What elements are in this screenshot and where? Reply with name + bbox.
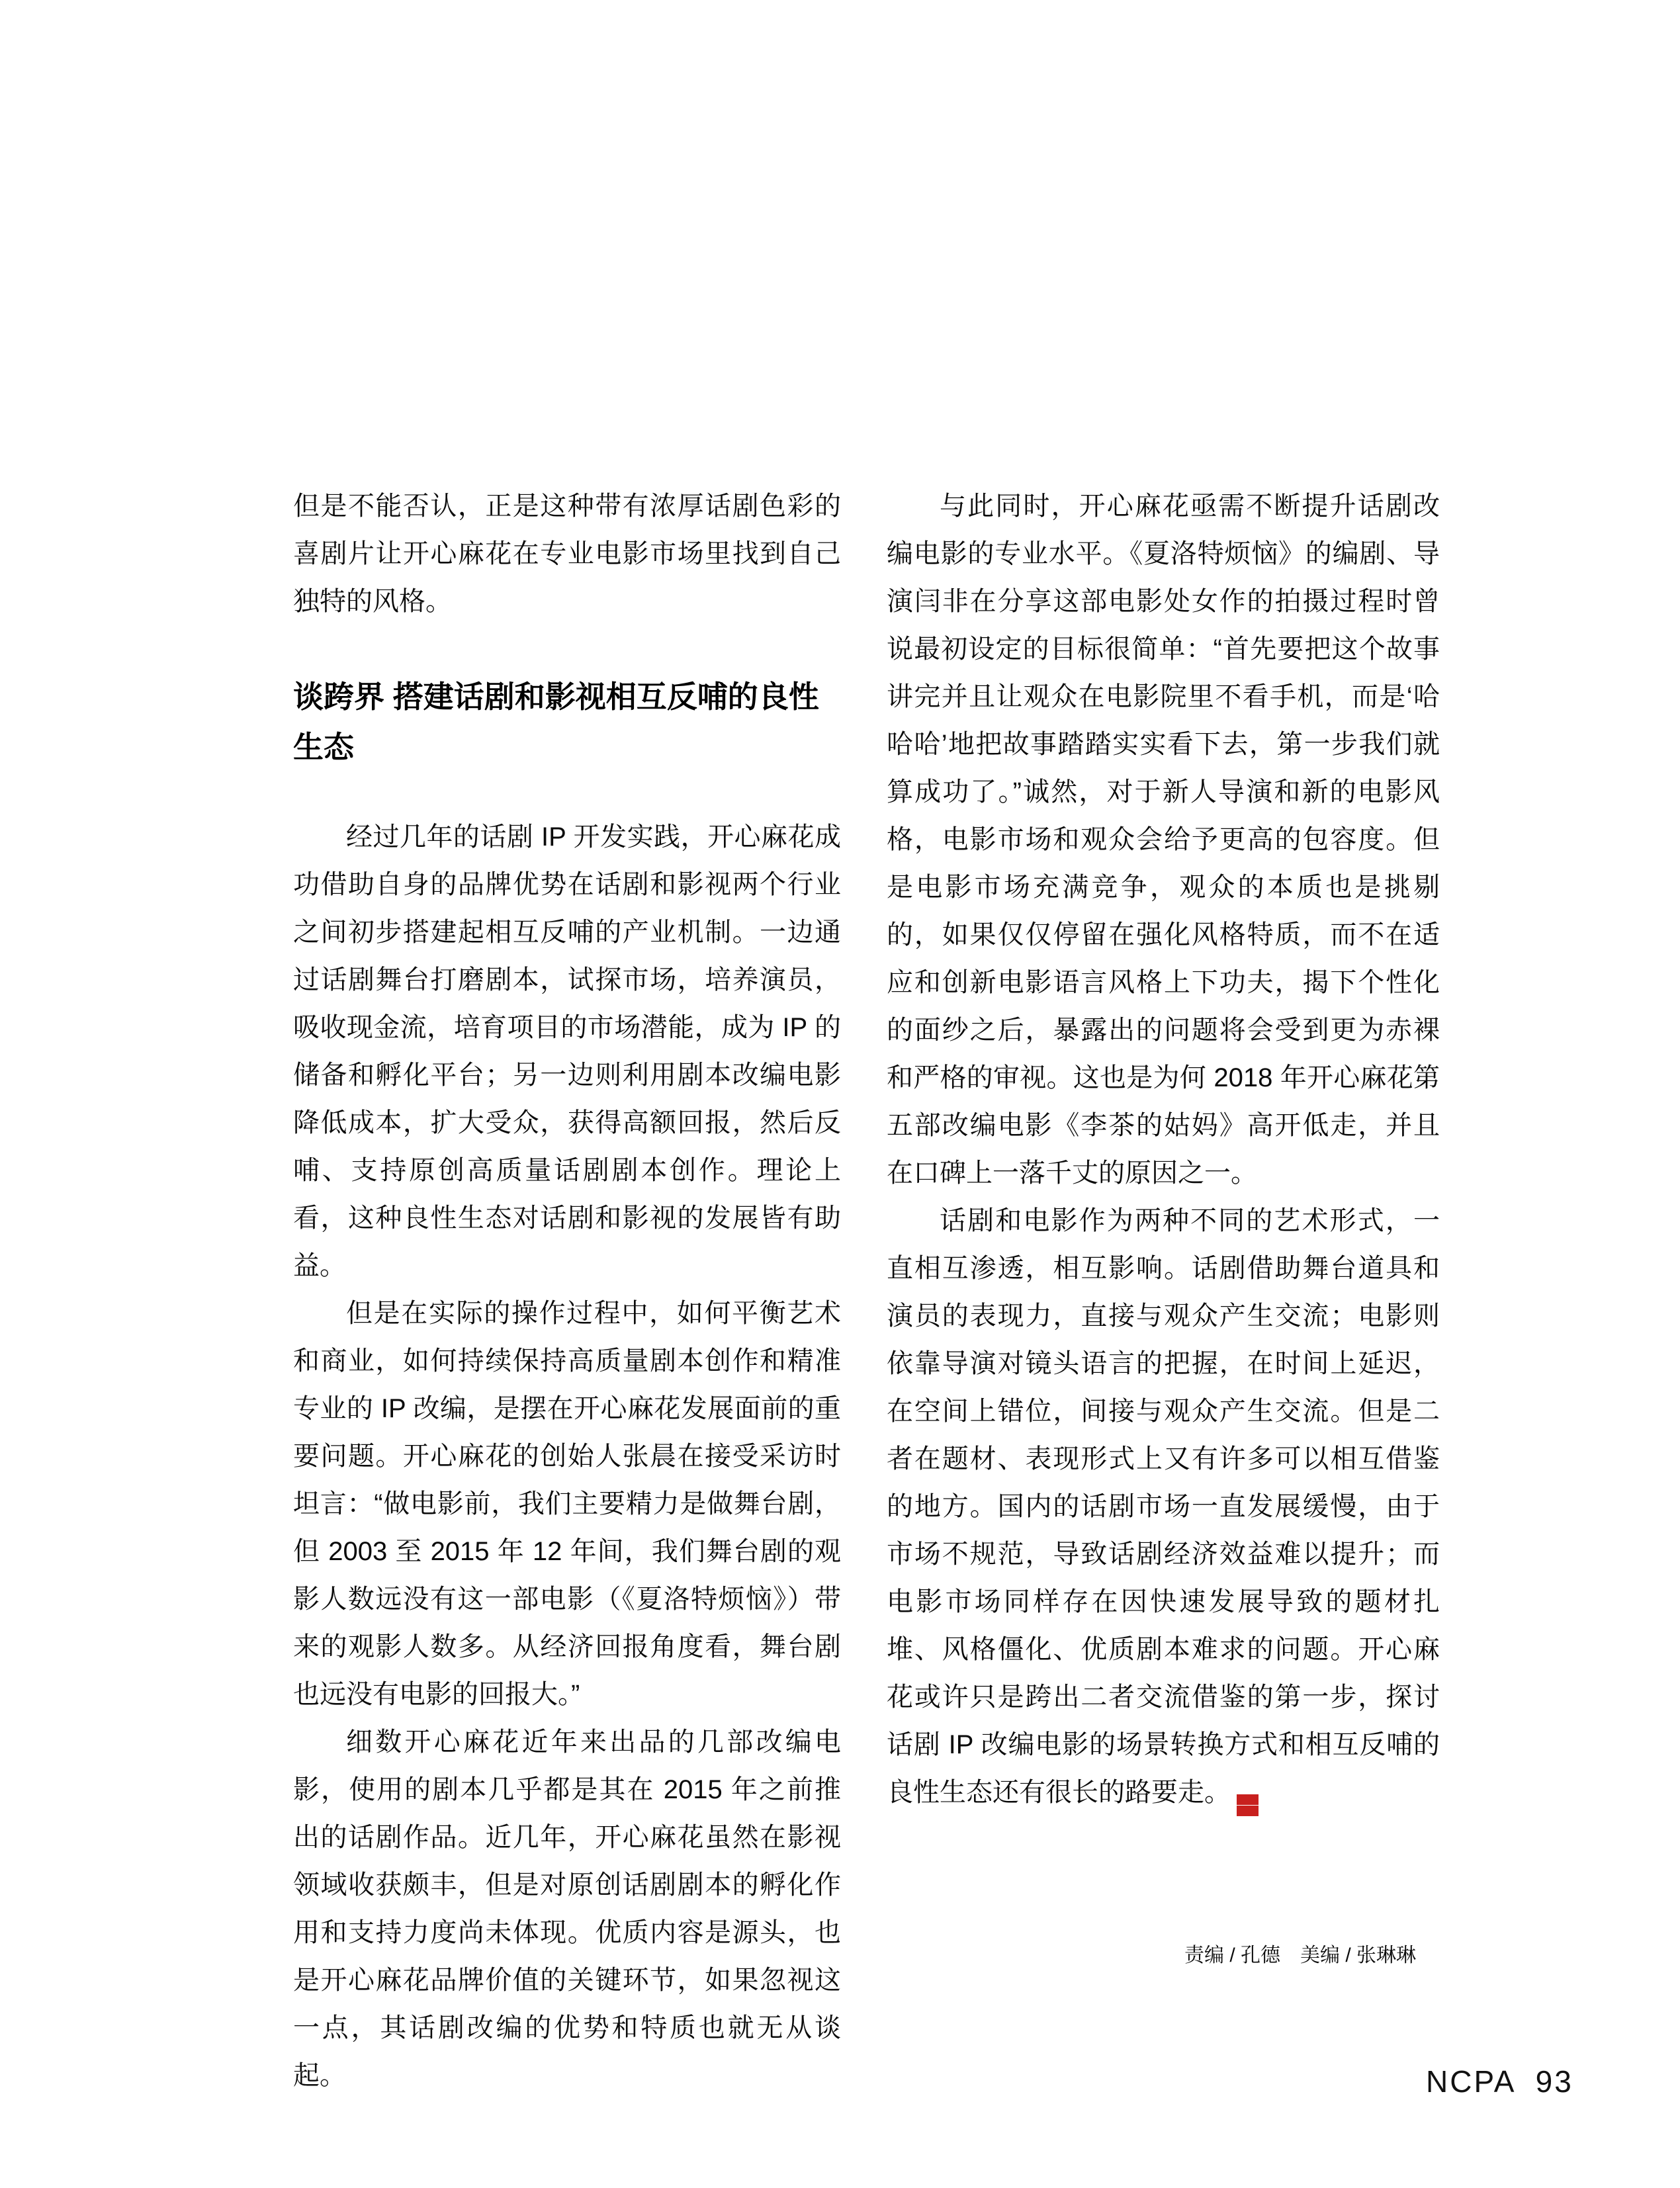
right-column <box>887 482 1440 1816</box>
paragraph-text: 话剧和电影作为两种不同的艺术形式，一直相互渗透，相互影响。话剧借助舞台道具和演员的表现力，直接与观众产生交流；电影则依靠导演对镜头语言的把握，在时间上延迟，在空间上错位，间接与观众产生交流。但是二者在题材、表现形式上又有许多可以相互借鉴的地方。国内的话剧市场一直发展缓慢，由于市场不规范，导致话剧经济效益难以提升；而电影市场同样存在因快速发展导致的题材扎堆、风格僵化、优质剧本难求的问题。开心麻花或许只是跨出二者交流借鉴的第一步，探讨话剧 IP 改编电影的场景转换方式和相互反哺的良性生态还有很长的路要走。 <box>887 1206 1440 1807</box>
body-paragraph: 经过几年的话剧 IP 开发实践，开心麻花成功借助自身的品牌优势在话剧和影视两个行业之间初步搭建起相互反哺的产业机制。一边通过话剧舞台打磨剧本，试探市场，培养演员，吸收现金流，培育项目的市场潜能，成为 IP 的储备和孵化平台；另一边则利用剧本改编电影降低成本，扩大受众，获得高额回报，然后反哺、支持原创高质量话剧剧本创作。理论上看，这种良性生态对话剧和影视的发展皆有助益。 <box>293 822 841 1280</box>
body-paragraph: 但是在实际的操作过程中，如何平衡艺术和商业，如何持续保持高质量剧本创作和精准专业的 IP 改编，是摆在开心麻花发展面前的重要问题。开心麻花的创始人张晨在接受采访时坦言：“做电影前，我们主要精力是做舞台剧，但 2003 至 2015 年 12 年间，我们舞台剧的观影人数远没有这一部电影（《夏洛特烦恼》）带来的观影人数多。从经济回报角度看，舞台剧也远没有电影的回报大。” <box>293 1299 841 1709</box>
page-number: NCPA 93 <box>1426 2064 1573 2099</box>
ncpa-seal-icon <box>1237 1794 1281 1816</box>
body-paragraph: 与此同时，开心麻花亟需不断提升话剧改编电影的专业水平。《夏洛特烦恼》的编剧、导演闫非在分享这部电影处女作的拍摄过程时曾说最初设定的目标很简单：“首先要把这个故事讲完并且让观众在电影院里不看手机，而是‘哈哈哈’地把故事踏踏实实看下去，第一步我们就算成功了。”诚然，对于新人导演和新的电影风格，电影市场和观众会给予更高的包容度。但是电影市场充满竞争，观众的本质也是挑剔的，如果仅仅停留在强化风格特质，而不在适应和创新电影语言风格上下功夫，揭下个性化的面纱之后，暴露出的问题将会受到更为赤裸和严格的审视。这也是为何 2018 年开心麻花第五部改编电影《李茶的姑妈》高开低走，并且在口碑上一落千丈的原因之一。 <box>887 492 1440 1188</box>
seal-text-bottom: PA <box>1268 1805 1280 1815</box>
body-paragraph: 细数开心麻花近年来出品的几部改编电影，使用的剧本几乎都是其在 2015 年之前推出的话剧作品。近几年，开心麻花虽然在影视领域收获颇丰，但是对原创话剧剧本的孵化作用和支持力度尚未体现。优质内容是源头，也是开心麻花品牌价值的关键环节，如果忽视这一点，其话剧改编的优势和特质也就无从谈起。 <box>293 1728 841 2090</box>
left-column <box>293 482 841 2099</box>
seal-text-top: NC <box>1215 1796 1281 1806</box>
section-heading: 谈跨界 搭建话剧和影视相互反哺的良性生态 <box>293 679 819 764</box>
editor-credits: 责编 / 孔德 美编 / 张琳琳 <box>1184 1945 1416 1966</box>
intro-paragraph: 但是不能否认，正是这种带有浓厚话剧色彩的喜剧片让开心麻花在专业电影市场里找到自己独特的风格。 <box>293 492 841 616</box>
body-paragraph <box>887 1197 1440 1816</box>
